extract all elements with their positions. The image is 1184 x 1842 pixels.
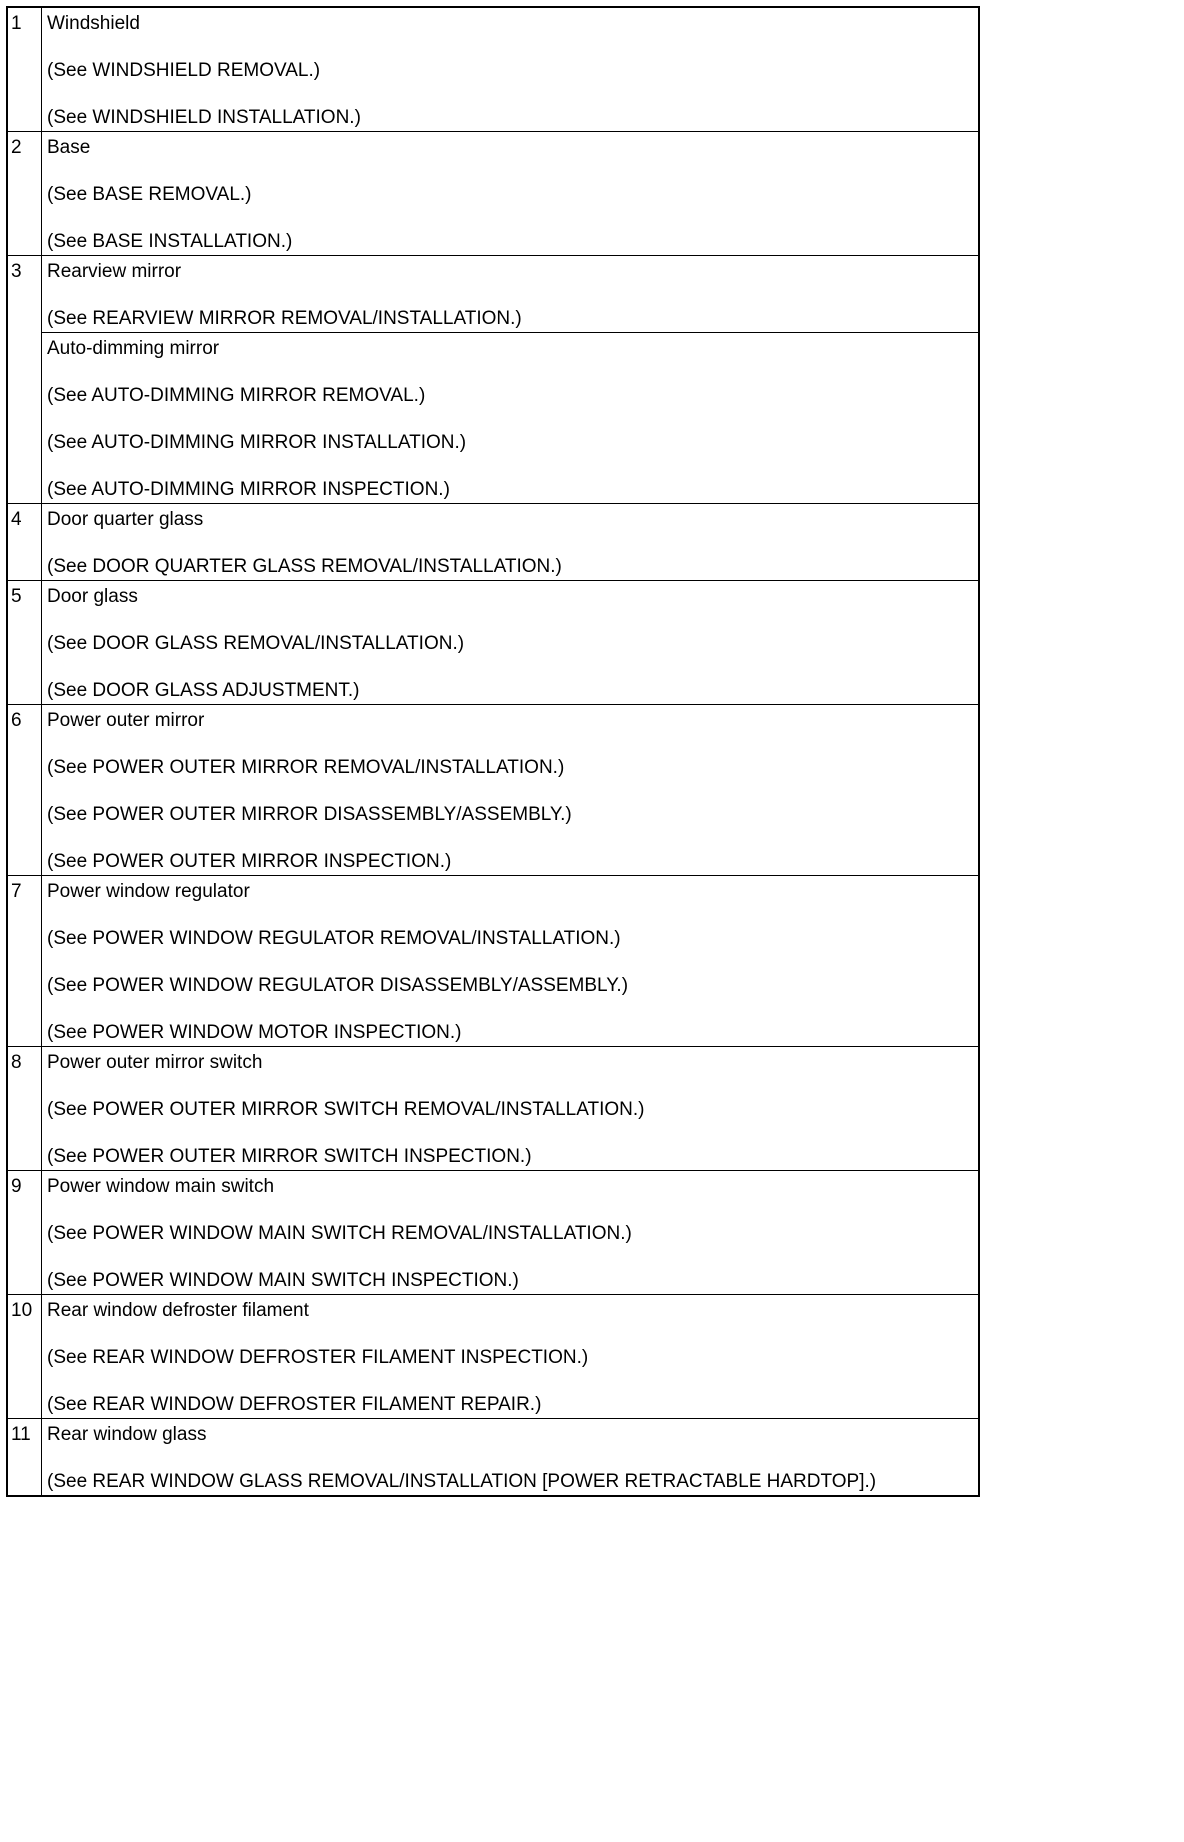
procedure-reference: (See POWER OUTER MIRROR REMOVAL/INSTALLATION.): [47, 757, 565, 778]
table-row: [7, 256, 979, 333]
procedure-reference: (See AUTO-DIMMING MIRROR INSTALLATION.): [47, 432, 467, 453]
item-title: Windshield: [47, 13, 140, 34]
item-content: [42, 504, 980, 581]
table-body: [7, 7, 979, 1496]
item-title: Auto-dimming mirror: [47, 338, 220, 359]
procedure-reference: (See DOOR QUARTER GLASS REMOVAL/INSTALLATION.): [47, 556, 562, 577]
procedure-reference: (See WINDSHIELD INSTALLATION.): [47, 107, 361, 128]
item-number: 9: [7, 1171, 42, 1295]
item-title: Power outer mirror switch: [47, 1052, 263, 1073]
procedure-reference: (See REAR WINDOW DEFROSTER FILAMENT INSPECTION.): [47, 1347, 589, 1368]
item-number: 5: [7, 581, 42, 705]
table-row: [7, 705, 979, 876]
procedure-reference: (See REAR WINDOW DEFROSTER FILAMENT REPAIR.): [47, 1394, 542, 1415]
procedure-reference: (See AUTO-DIMMING MIRROR INSPECTION.): [47, 479, 450, 500]
procedure-reference: (See POWER OUTER MIRROR SWITCH INSPECTION.): [47, 1146, 532, 1167]
procedure-reference: (See BASE REMOVAL.): [47, 184, 252, 205]
item-number: 1: [7, 7, 42, 132]
procedure-reference: (See AUTO-DIMMING MIRROR REMOVAL.): [47, 385, 426, 406]
item-title: Power outer mirror: [47, 710, 205, 731]
procedure-reference: (See POWER WINDOW REGULATOR DISASSEMBLY/ASSEMBLY.): [47, 975, 629, 996]
item-title: Rearview mirror: [47, 261, 182, 282]
item-title: Door glass: [47, 586, 138, 607]
item-content: [42, 581, 980, 705]
table-row: [7, 1419, 979, 1497]
table-row: [7, 132, 979, 256]
item-title: Door quarter glass: [47, 509, 204, 530]
procedure-reference: (See POWER OUTER MIRROR DISASSEMBLY/ASSEMBLY.): [47, 804, 572, 825]
item-content: [42, 132, 980, 256]
item-title: Power window main switch: [47, 1176, 275, 1197]
component-reference-table: [6, 6, 980, 1497]
procedure-reference: (See BASE INSTALLATION.): [47, 231, 293, 252]
procedure-reference: (See DOOR GLASS REMOVAL/INSTALLATION.): [47, 633, 465, 654]
item-content: [42, 256, 980, 333]
procedure-reference: (See POWER OUTER MIRROR SWITCH REMOVAL/INSTALLATION.): [47, 1099, 645, 1120]
procedure-reference: (See POWER OUTER MIRROR INSPECTION.): [47, 851, 452, 872]
item-number: 2: [7, 132, 42, 256]
table-row: [7, 876, 979, 1047]
item-title: Rear window defroster filament: [47, 1300, 309, 1321]
procedure-reference: (See POWER WINDOW REGULATOR REMOVAL/INSTALLATION.): [47, 928, 621, 949]
procedure-reference: (See WINDSHIELD REMOVAL.): [47, 60, 321, 81]
item-number: 10: [7, 1295, 42, 1419]
item-number: 7: [7, 876, 42, 1047]
item-title: Power window regulator: [47, 881, 250, 902]
item-number: 3: [7, 256, 42, 333]
table-row: [7, 1047, 979, 1171]
item-number: 4: [7, 504, 42, 581]
item-content: [42, 705, 980, 876]
item-content: [42, 1171, 980, 1295]
procedure-reference: (See REARVIEW MIRROR REMOVAL/INSTALLATION.): [47, 308, 522, 329]
item-number: [7, 333, 42, 504]
table-row: [7, 581, 979, 705]
table-row: [7, 504, 979, 581]
item-number: 8: [7, 1047, 42, 1171]
item-content: [42, 7, 980, 132]
item-content: [42, 1047, 980, 1171]
procedure-reference: (See POWER WINDOW MOTOR INSPECTION.): [47, 1022, 462, 1043]
procedure-reference: (See POWER WINDOW MAIN SWITCH REMOVAL/INSTALLATION.): [47, 1223, 632, 1244]
table-row: [7, 1171, 979, 1295]
item-content: [42, 876, 980, 1047]
item-number: 11: [7, 1419, 42, 1497]
item-content: [42, 1295, 980, 1419]
table-row: [7, 1295, 979, 1419]
procedure-reference: (See DOOR GLASS ADJUSTMENT.): [47, 680, 360, 701]
table-row: [7, 333, 979, 504]
table-row: [7, 7, 979, 132]
item-title: Rear window glass: [47, 1424, 207, 1445]
item-content: [42, 333, 980, 504]
procedure-reference: (See POWER WINDOW MAIN SWITCH INSPECTION.): [47, 1270, 519, 1291]
item-number: 6: [7, 705, 42, 876]
item-title: Base: [47, 137, 91, 158]
procedure-reference: (See REAR WINDOW GLASS REMOVAL/INSTALLATION [POWER RETRACTABLE HARDTOP].): [47, 1471, 877, 1492]
item-content: [42, 1419, 980, 1497]
